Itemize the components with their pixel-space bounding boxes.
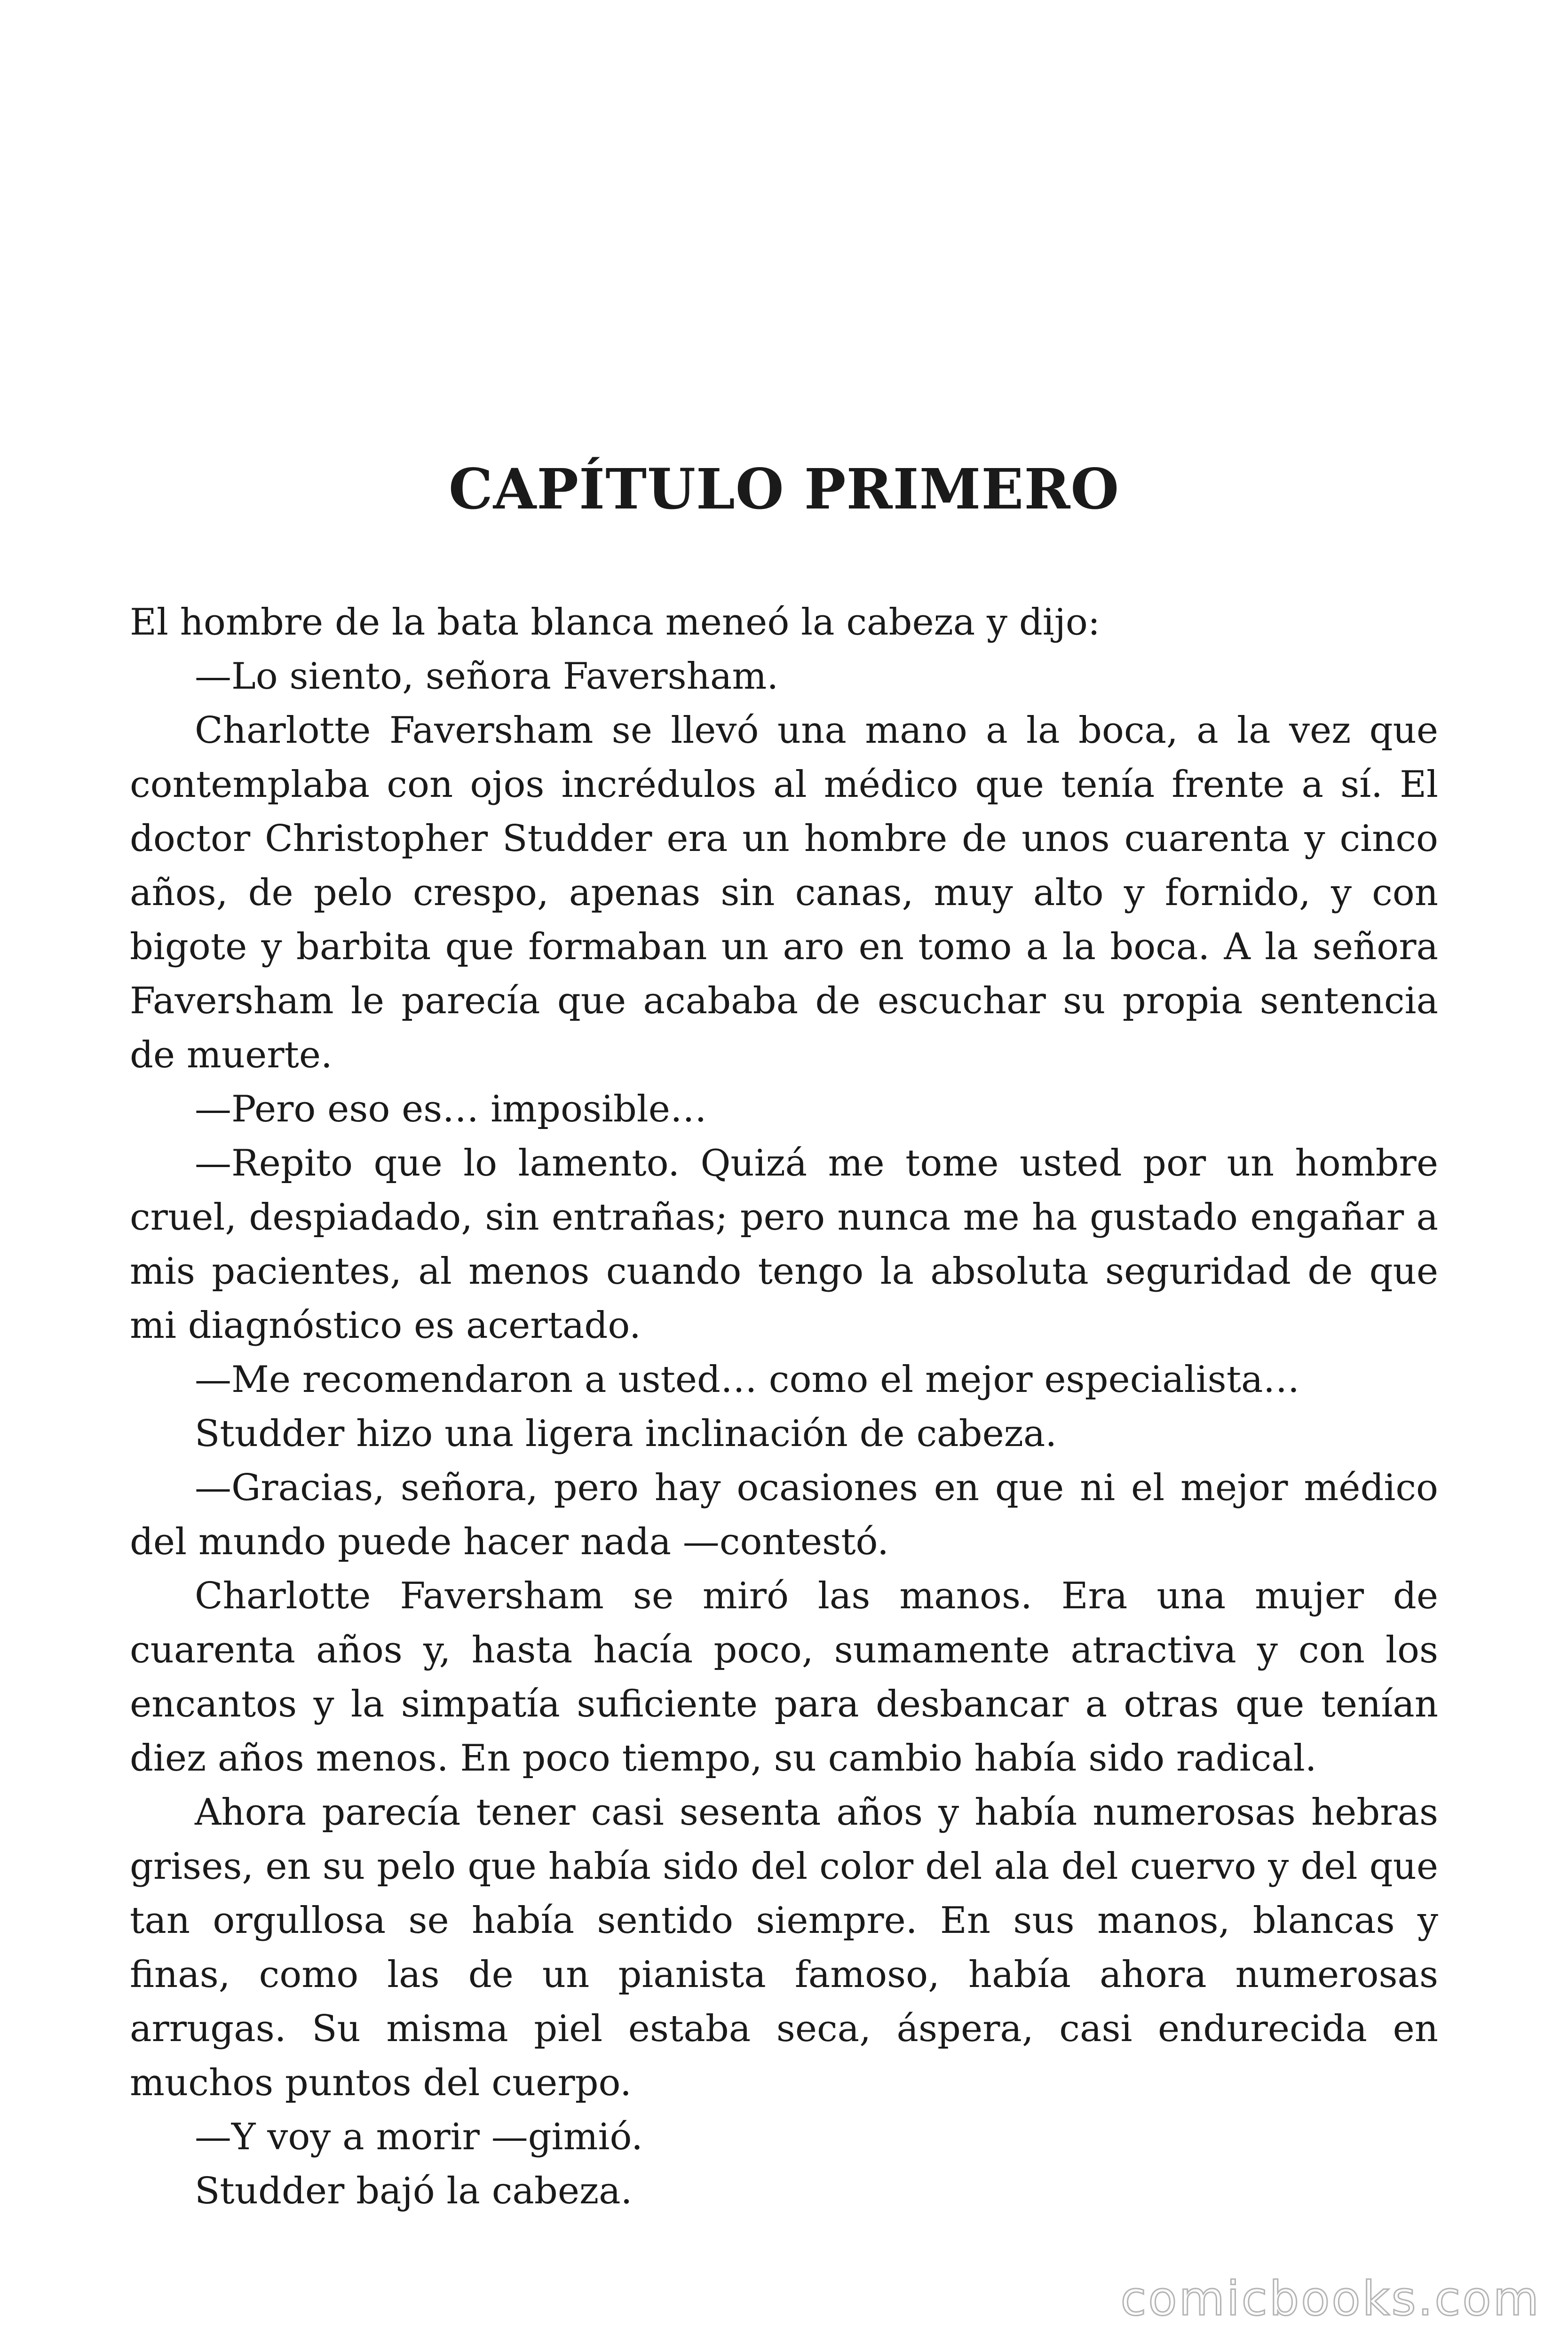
paragraph: —Lo siento, señora Faversham.	[195, 655, 779, 698]
chapter-body	[130, 596, 1438, 2218]
paragraph: El hombre de la bata blanca meneó la cabeza y dijo:	[130, 601, 1101, 644]
paragraph: —Pero eso es… imposible…	[195, 1088, 707, 1130]
paragraph: —Y voy a morir —gimió.	[195, 2116, 643, 2158]
paragraph: Charlotte Faversham se llevó una mano a la boca, a la vez que contemplaba con ojos incrédulos al médico que tenía frente a sí. El doctor Christopher Studder era un hombre de unos cuarenta y cinco años, de pelo crespo, apenas sin canas, muy alto y fornido, y con bigote y barbita que formaban un aro en tomo a la boca. A la señora Faversham le parecía que acababa de escuchar su propia sentencia de muerte.	[130, 709, 1438, 1076]
watermark: comicbooks.com	[1120, 2271, 1541, 2326]
paragraph: —Repito que lo lamento. Quizá me tome usted por un hombre cruel, despiadado, sin entrañas; pero nunca me ha gustado engañar a mis pacientes, al menos cuando tengo la absoluta seguridad de que mi diagnóstico es acertado.	[130, 1142, 1438, 1347]
paragraph: —Me recomendaron a usted… como el mejor especialista…	[195, 1359, 1300, 1401]
paragraph: Studder hizo una ligera inclinación de cabeza.	[195, 1413, 1057, 1455]
chapter-title: CAPÍTULO PRIMERO	[448, 456, 1120, 522]
paragraph: Studder bajó la cabeza.	[195, 2170, 633, 2212]
paragraph: Charlotte Faversham se miró las manos. Era una mujer de cuarenta años y, hasta hacía poco, sumamente atractiva y con los encantos y la simpatía suficiente para desbancar a otras que tenían diez años menos. En poco tiempo, su cambio había sido radical.	[130, 1575, 1438, 1780]
paragraph: Ahora parecía tener casi sesenta años y había numerosas hebras grises, en su pelo que había sido del color del ala del cuervo y del que tan orgullosa se había sentido siempre. En sus manos, blancas y finas, como las de un pianista famoso, había ahora numerosas arrugas. Su misma piel estaba seca, áspera, casi endurecida en muchos puntos del cuerpo.	[130, 1791, 1438, 2104]
paragraph: —Gracias, señora, pero hay ocasiones en que ni el mejor médico del mundo puede hacer nada —contestó.	[130, 1467, 1438, 1563]
